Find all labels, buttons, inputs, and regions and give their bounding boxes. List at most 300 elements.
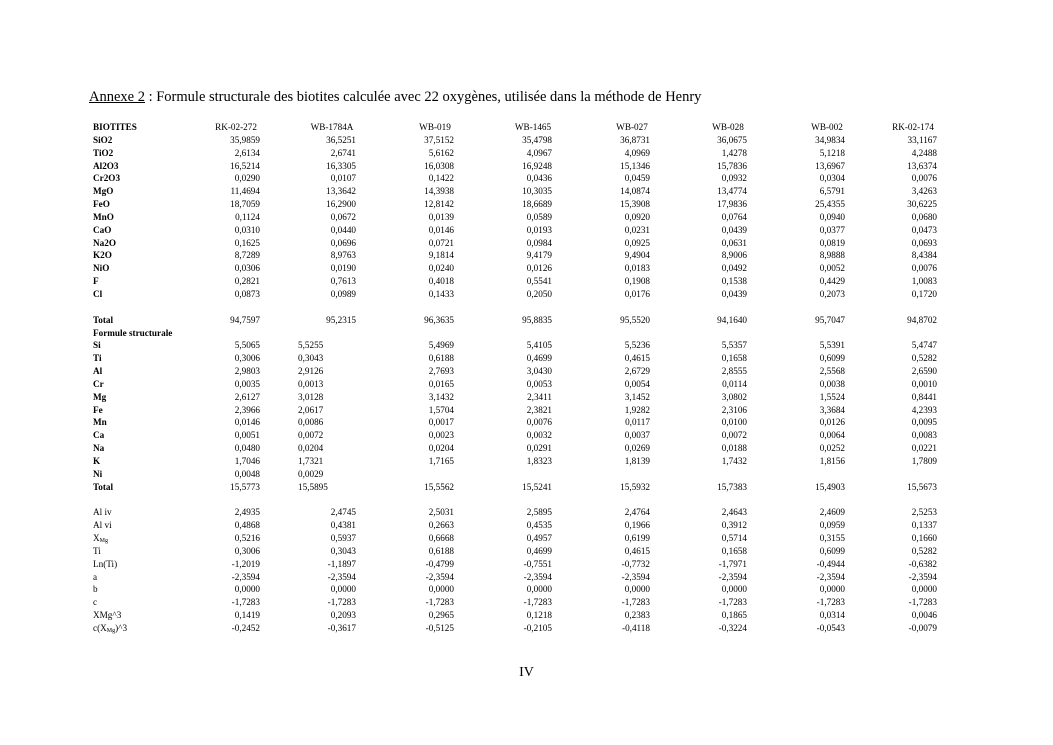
table-cell: 0,0086 bbox=[298, 417, 324, 428]
table-cell: 2,4643 bbox=[721, 507, 747, 518]
table-cell: 96,3635 bbox=[424, 314, 454, 325]
table-cell: 0,0984 bbox=[526, 237, 552, 248]
table-cell: 15,1346 bbox=[620, 160, 650, 171]
table-cell: -2,3594 bbox=[816, 571, 845, 582]
table-cell: 95,8835 bbox=[522, 314, 552, 325]
table-cell: 0,4957 bbox=[526, 533, 552, 543]
table-row bbox=[93, 262, 943, 275]
table-cell: 0,0051 bbox=[234, 430, 260, 441]
column-header: WB-1465 bbox=[514, 122, 552, 132]
table-cell: 33,1167 bbox=[907, 134, 937, 145]
row-label-text: BIOTITES bbox=[93, 122, 137, 132]
column-header: WB-1784A bbox=[310, 122, 354, 132]
table-cell: -1,7283 bbox=[816, 597, 845, 608]
row-label-text: a bbox=[93, 571, 98, 582]
table-cell: 10,3035 bbox=[522, 186, 552, 197]
table-cell: 0,1419 bbox=[234, 610, 260, 621]
table-cell: 0,2663 bbox=[428, 520, 454, 531]
row-label bbox=[93, 404, 103, 417]
table-cell: 12,8142 bbox=[424, 199, 454, 210]
row-label bbox=[93, 121, 137, 134]
table-cell: 0,0010 bbox=[911, 378, 937, 389]
row-label bbox=[93, 275, 99, 288]
table-cell: 0,0631 bbox=[721, 237, 747, 248]
table-cell: 8,9006 bbox=[721, 250, 747, 261]
table-cell: 0,0459 bbox=[624, 173, 650, 184]
table-cell: 2,3411 bbox=[527, 391, 552, 402]
table-cell: 15,5673 bbox=[907, 481, 937, 492]
table-cell: 36,0675 bbox=[717, 134, 747, 145]
table-cell: 0,5937 bbox=[330, 533, 356, 543]
table-row bbox=[93, 442, 943, 455]
table-cell: 4,2488 bbox=[911, 147, 937, 158]
row-label-text: XMg^3 bbox=[93, 610, 122, 621]
table-cell: 0,0693 bbox=[911, 237, 937, 248]
section-heading-row bbox=[93, 327, 943, 340]
row-label-text: TiO2 bbox=[93, 147, 114, 158]
row-label bbox=[93, 378, 104, 391]
row-label bbox=[93, 314, 113, 327]
row-label bbox=[93, 147, 113, 160]
table-cell: 16,5214 bbox=[230, 160, 260, 171]
row-label-text: Fe bbox=[93, 404, 103, 415]
table-cell: 0,0053 bbox=[526, 378, 552, 389]
table-cell: 0,6188 bbox=[428, 545, 454, 556]
table-header-row bbox=[93, 121, 943, 134]
table-cell: 13,3642 bbox=[326, 186, 356, 197]
table-cell: 0,0114 bbox=[722, 378, 747, 389]
table-cell: 94,1640 bbox=[717, 314, 747, 325]
table-row bbox=[93, 519, 943, 532]
table-cell: 9,4904 bbox=[624, 250, 650, 261]
table-cell: 0,1660 bbox=[911, 533, 937, 543]
table-cell: 0,6188 bbox=[428, 353, 454, 364]
annex-label: Annexe 2 bbox=[89, 89, 145, 105]
table-row bbox=[93, 198, 943, 211]
table-cell: 0,0000 bbox=[428, 584, 454, 595]
table-row bbox=[93, 352, 943, 365]
table-cell: 0,0304 bbox=[819, 173, 845, 184]
row-label bbox=[93, 545, 101, 558]
table-cell: 0,0310 bbox=[234, 224, 260, 235]
row-label bbox=[93, 558, 117, 571]
table-cell: -0,4118 bbox=[622, 622, 650, 633]
table-cell: 0,0183 bbox=[624, 263, 650, 274]
table-cell: 1,7432 bbox=[721, 455, 747, 466]
table-cell: 0,0492 bbox=[721, 263, 747, 274]
table-cell: 0,4615 bbox=[624, 545, 650, 556]
table-cell: 36,5251 bbox=[326, 134, 356, 145]
table-cell: 0,6668 bbox=[428, 533, 454, 543]
table-cell: 0,0721 bbox=[428, 237, 454, 248]
row-label bbox=[93, 198, 110, 211]
table-row bbox=[93, 378, 943, 391]
table-cell: 95,7047 bbox=[815, 314, 845, 325]
row-label bbox=[93, 262, 109, 275]
table-cell: 0,0696 bbox=[330, 237, 356, 248]
table-cell: 8,9888 bbox=[819, 250, 845, 261]
table-cell: -0,3617 bbox=[327, 622, 356, 633]
table-cell: 5,4969 bbox=[428, 340, 454, 351]
table-cell: 35,4798 bbox=[522, 134, 552, 145]
table-cell: 2,7693 bbox=[428, 366, 454, 377]
table-cell: 1,8156 bbox=[819, 455, 845, 466]
table-cell: 0,2050 bbox=[526, 288, 552, 299]
table-row bbox=[93, 545, 943, 558]
table-cell: 0,5216 bbox=[234, 533, 260, 543]
table-cell: 0,6099 bbox=[819, 545, 845, 556]
table-cell: 0,3912 bbox=[721, 520, 747, 531]
table-cell: 13,4774 bbox=[717, 186, 747, 197]
table-cell: 16,3305 bbox=[326, 160, 356, 171]
row-label bbox=[93, 224, 111, 237]
table-cell: 0,0048 bbox=[234, 468, 260, 479]
row-label bbox=[93, 391, 106, 404]
table-cell: 1,8323 bbox=[526, 455, 552, 466]
table-cell: 2,4609 bbox=[819, 507, 845, 518]
table-cell: 0,6099 bbox=[819, 353, 845, 364]
table-cell: 0,0377 bbox=[819, 224, 845, 235]
table-cell: 15,5241 bbox=[522, 481, 552, 492]
table-cell: 1,7046 bbox=[234, 455, 260, 466]
table-cell: 0,0017 bbox=[428, 417, 454, 428]
table-cell: 0,0076 bbox=[911, 173, 937, 184]
table-cell: 0,1966 bbox=[624, 520, 650, 531]
table-row bbox=[93, 249, 943, 262]
row-label bbox=[93, 288, 102, 301]
table-cell: 0,2821 bbox=[234, 276, 260, 287]
row-label bbox=[93, 442, 104, 455]
table-cell: 0,1908 bbox=[624, 276, 650, 287]
table-cell: 8,4384 bbox=[911, 250, 937, 261]
row-label bbox=[93, 596, 97, 609]
table-cell: 0,0054 bbox=[624, 378, 650, 389]
table-cell: 0,6199 bbox=[624, 533, 650, 543]
table-cell: 1,5704 bbox=[428, 404, 454, 415]
table-cell: -0,6382 bbox=[908, 558, 937, 569]
row-label-text: K bbox=[93, 455, 101, 466]
table-cell: 3,4263 bbox=[911, 186, 937, 197]
row-label-text: Total bbox=[93, 314, 114, 325]
table-cell: 95,5520 bbox=[620, 314, 650, 325]
table-cell: 0,0290 bbox=[234, 173, 260, 184]
table-cell: 0,1658 bbox=[721, 545, 747, 556]
table-cell: 0,4018 bbox=[428, 276, 454, 287]
row-label-text: Ln(Ti) bbox=[93, 558, 118, 569]
table-cell: 1,9282 bbox=[624, 404, 650, 415]
row-label-text: K2O bbox=[93, 250, 112, 261]
table-cell: 2,5568 bbox=[819, 366, 845, 377]
row-label-text: FeO bbox=[93, 199, 110, 210]
total-row bbox=[93, 481, 943, 494]
row-label-text: CaO bbox=[93, 224, 112, 235]
table-cell: 1,8139 bbox=[624, 455, 650, 466]
table-cell: 15,5562 bbox=[424, 481, 454, 492]
table-cell: 13,6374 bbox=[907, 160, 937, 171]
table-cell: -1,7283 bbox=[621, 597, 650, 608]
table-cell: 0,0204 bbox=[298, 443, 324, 454]
table-cell: 1,7809 bbox=[911, 455, 937, 466]
table-cell: 0,0959 bbox=[819, 520, 845, 531]
table-cell: 0,7613 bbox=[330, 276, 356, 287]
table-cell: 15,7383 bbox=[717, 481, 747, 492]
table-cell: 0,0076 bbox=[526, 417, 552, 428]
table-cell: 0,1658 bbox=[721, 353, 747, 364]
table-cell: 0,0190 bbox=[330, 263, 356, 274]
table-cell: -2,3594 bbox=[523, 571, 552, 582]
table-cell: 16,2900 bbox=[326, 199, 356, 210]
table-cell: 4,0967 bbox=[526, 147, 552, 158]
row-label bbox=[93, 172, 120, 185]
row-label-text: c(X bbox=[93, 622, 107, 633]
table-row bbox=[93, 147, 943, 160]
table-cell: 2,6127 bbox=[234, 391, 260, 402]
table-cell: 0,0240 bbox=[428, 263, 454, 274]
row-label-text: Ca bbox=[93, 430, 105, 441]
row-label-subscript: Mg bbox=[106, 627, 116, 634]
table-cell: 0,0252 bbox=[819, 443, 845, 454]
row-label-text: Ti bbox=[93, 545, 101, 556]
table-cell: 3,1452 bbox=[624, 391, 650, 402]
table-cell: 1,7165 bbox=[428, 455, 454, 466]
table-cell: 0,0076 bbox=[911, 263, 937, 274]
column-header: WB-002 bbox=[811, 122, 843, 132]
table-cell: 18,7059 bbox=[230, 199, 260, 210]
table-cell: 13,6967 bbox=[815, 160, 845, 171]
row-label bbox=[93, 481, 113, 494]
table-cell: 2,6134 bbox=[234, 147, 260, 158]
row-label-text: NiO bbox=[93, 263, 110, 274]
table-cell: 0,0439 bbox=[721, 288, 747, 299]
table-cell: -0,5125 bbox=[425, 622, 454, 633]
table-cell: 3,0802 bbox=[721, 391, 747, 402]
table-cell: 11,4694 bbox=[230, 186, 260, 197]
table-cell: 0,0940 bbox=[819, 211, 845, 222]
table-cell: 0,0925 bbox=[624, 237, 650, 248]
table-cell: 0,5541 bbox=[526, 276, 552, 287]
table-row bbox=[93, 609, 943, 622]
table-cell: 0,0023 bbox=[428, 430, 454, 441]
table-cell: -2,3594 bbox=[231, 571, 260, 582]
row-label-text: Si bbox=[93, 340, 101, 351]
table-cell: -2,3594 bbox=[908, 571, 937, 582]
table-cell: 0,0146 bbox=[428, 224, 454, 235]
row-label-text: Cr bbox=[93, 378, 104, 389]
table-cell: -2,3594 bbox=[621, 571, 650, 582]
table-cell: 0,0000 bbox=[911, 584, 937, 595]
table-row bbox=[93, 160, 943, 173]
table-row bbox=[93, 583, 943, 596]
row-label bbox=[93, 249, 112, 262]
row-label bbox=[93, 185, 113, 198]
table-cell: 2,9126 bbox=[298, 366, 324, 377]
table-cell: 0,0083 bbox=[911, 430, 937, 441]
table-cell: 14,3938 bbox=[424, 186, 454, 197]
table-cell: 3,3684 bbox=[819, 404, 845, 415]
table-cell: 0,0032 bbox=[526, 430, 552, 441]
table-row bbox=[93, 391, 943, 404]
table-cell: 2,4935 bbox=[234, 507, 260, 518]
table-cell: 0,0680 bbox=[911, 211, 937, 222]
table-cell: 0,1433 bbox=[428, 288, 454, 299]
table-cell: 0,0038 bbox=[819, 378, 845, 389]
table-cell: 0,0107 bbox=[330, 173, 356, 184]
row-label-text: Al vi bbox=[93, 520, 112, 531]
table-cell: 0,0231 bbox=[624, 224, 650, 235]
table-cell: 18,6689 bbox=[522, 199, 552, 210]
table-cell: 0,0139 bbox=[428, 211, 454, 222]
row-label-text: Al2O3 bbox=[93, 160, 119, 171]
row-label-text: Ti bbox=[93, 353, 102, 364]
table-cell: 0,3006 bbox=[234, 353, 260, 364]
table-cell: 0,0037 bbox=[624, 430, 650, 441]
row-label-subscript: Mg bbox=[99, 538, 108, 544]
table-cell: 0,3006 bbox=[234, 545, 260, 556]
table-cell: 0,0126 bbox=[819, 417, 845, 428]
table-cell: 1,0083 bbox=[911, 276, 937, 287]
table-cell: 0,4868 bbox=[234, 520, 260, 531]
row-label bbox=[93, 583, 98, 596]
table-cell: 0,4615 bbox=[624, 353, 650, 364]
row-label bbox=[93, 468, 102, 481]
column-header: WB-019 bbox=[419, 122, 451, 132]
table-cell: 0,0440 bbox=[330, 224, 356, 235]
table-cell: 9,4179 bbox=[526, 250, 552, 261]
table-cell: 2,5253 bbox=[911, 507, 937, 518]
table-cell: 2,5031 bbox=[428, 507, 454, 518]
table-cell: -1,7283 bbox=[908, 597, 937, 608]
table-cell: 0,0072 bbox=[721, 430, 747, 441]
table-cell: 0,0000 bbox=[624, 584, 650, 595]
table-cell: 2,5895 bbox=[526, 507, 552, 518]
row-label-text: Ni bbox=[93, 468, 103, 479]
table-cell: 5,4105 bbox=[526, 340, 552, 351]
table-cell: 0,1625 bbox=[234, 237, 260, 248]
table-cell: 0,2093 bbox=[330, 610, 356, 621]
row-label-text: SiO2 bbox=[93, 134, 113, 145]
table-cell: 0,0000 bbox=[234, 584, 260, 595]
table-cell: 0,0029 bbox=[298, 468, 324, 479]
table-row bbox=[93, 596, 943, 609]
table-cell: -0,2105 bbox=[523, 622, 552, 633]
table-row bbox=[93, 404, 943, 417]
row-label-text: Al iv bbox=[93, 507, 112, 518]
table-cell: 0,0920 bbox=[624, 211, 650, 222]
table-cell: 1,4278 bbox=[721, 147, 747, 158]
table-cell: -0,0543 bbox=[816, 622, 845, 633]
table-cell: -0,4944 bbox=[816, 558, 845, 569]
table-row bbox=[93, 172, 943, 185]
table-cell: 0,0314 bbox=[819, 610, 845, 621]
table-cell: 3,1432 bbox=[428, 391, 454, 402]
table-cell: 0,5714 bbox=[721, 533, 747, 543]
table-cell: 0,1337 bbox=[911, 520, 937, 531]
table-cell: -2,3594 bbox=[327, 571, 356, 582]
biotite-table bbox=[93, 121, 943, 635]
table-row bbox=[93, 237, 943, 250]
table-cell: 15,5895 bbox=[298, 481, 328, 492]
table-cell: 3,0128 bbox=[298, 391, 324, 402]
table-cell: 37,5152 bbox=[424, 134, 454, 145]
table-cell: 0,0764 bbox=[721, 211, 747, 222]
table-row bbox=[93, 455, 943, 468]
table-cell: 0,0013 bbox=[298, 378, 324, 389]
row-label bbox=[93, 506, 112, 519]
table-cell: 0,0204 bbox=[428, 443, 454, 454]
table-cell: -0,7732 bbox=[621, 558, 650, 569]
table-cell: 5,5357 bbox=[721, 340, 747, 351]
table-cell: 95,2315 bbox=[326, 314, 356, 325]
table-cell: 0,0291 bbox=[526, 443, 552, 454]
table-cell: -1,7283 bbox=[523, 597, 552, 608]
table-cell: 0,3043 bbox=[330, 545, 356, 556]
row-label-text: Cr2O3 bbox=[93, 173, 121, 184]
column-header: RK-02-272 bbox=[215, 122, 257, 132]
table-cell: 0,0221 bbox=[911, 443, 937, 454]
table-cell: 1,5524 bbox=[819, 391, 845, 402]
row-label-text: X bbox=[93, 533, 100, 543]
table-cell: 94,7597 bbox=[230, 314, 260, 325]
table-cell: 0,4699 bbox=[526, 545, 552, 556]
table-cell: 0,5282 bbox=[911, 353, 937, 364]
table-cell: 0,1218 bbox=[526, 610, 552, 621]
table-cell: 0,0100 bbox=[721, 417, 747, 428]
table-cell: 2,3821 bbox=[526, 404, 552, 415]
table-cell: 0,8441 bbox=[911, 391, 937, 402]
table-cell: 15,5932 bbox=[620, 481, 650, 492]
table-cell: 2,6590 bbox=[911, 366, 937, 377]
table-cell: 0,0095 bbox=[911, 417, 937, 428]
table-cell: 0,0473 bbox=[911, 224, 937, 235]
table-cell: 8,9763 bbox=[330, 250, 356, 261]
table-cell: 8,7289 bbox=[234, 250, 260, 261]
table-cell: 0,0035 bbox=[234, 378, 260, 389]
table-cell: 2,6741 bbox=[330, 147, 356, 158]
table-cell: 5,5391 bbox=[819, 340, 845, 351]
table-row bbox=[93, 339, 943, 352]
table-cell: 4,2393 bbox=[911, 404, 937, 415]
table-cell: 0,0819 bbox=[819, 237, 845, 248]
table-row bbox=[93, 275, 943, 288]
table-cell: 0,0480 bbox=[234, 443, 260, 454]
table-cell: 0,1538 bbox=[721, 276, 747, 287]
table-cell: 25,4355 bbox=[815, 199, 845, 210]
row-label bbox=[93, 622, 127, 638]
table-cell: -2,3594 bbox=[425, 571, 454, 582]
row-label-text: c bbox=[93, 597, 98, 608]
table-cell: -1,1897 bbox=[327, 558, 356, 569]
table-cell: 0,4381 bbox=[330, 520, 356, 531]
table-cell: 14,0874 bbox=[620, 186, 650, 197]
table-row bbox=[93, 185, 943, 198]
table-row bbox=[93, 506, 943, 519]
row-label-suffix: )^3 bbox=[115, 622, 128, 633]
row-label bbox=[93, 211, 114, 224]
table-cell: 0,4699 bbox=[526, 353, 552, 364]
table-cell: 2,6729 bbox=[624, 366, 650, 377]
table-cell: 2,9803 bbox=[234, 366, 260, 377]
table-cell: 5,6162 bbox=[428, 147, 454, 158]
row-label-text: Mg bbox=[93, 391, 107, 402]
row-label-text: Cl bbox=[93, 288, 103, 299]
table-row bbox=[93, 288, 943, 301]
table-cell: 5,5065 bbox=[234, 340, 260, 351]
table-cell: 0,0176 bbox=[624, 288, 650, 299]
table-cell: 5,1218 bbox=[819, 147, 845, 158]
table-row bbox=[93, 134, 943, 147]
table-cell: 0,0269 bbox=[624, 443, 650, 454]
table-cell: 0,1865 bbox=[721, 610, 747, 621]
